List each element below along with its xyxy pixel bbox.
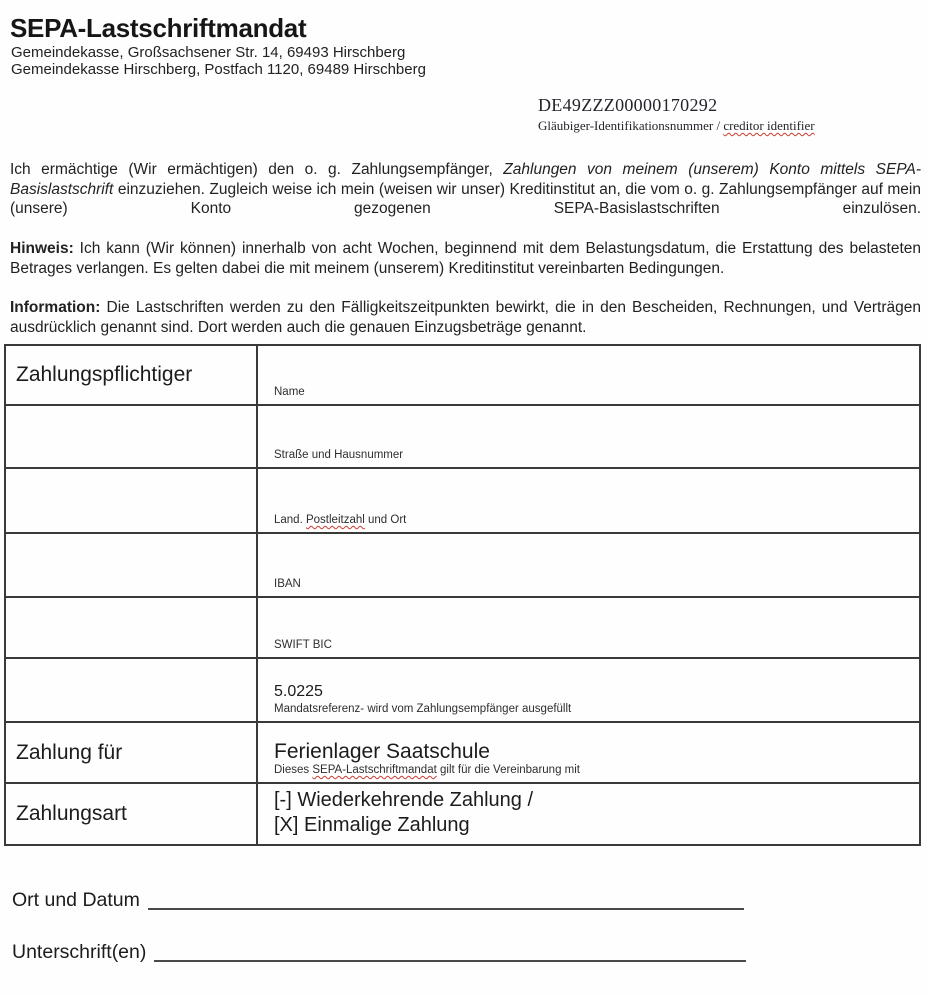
row-header-label: Zahlung für — [16, 740, 123, 764]
table-row-city — [6, 467, 919, 532]
row-header-label: Zahlungspflichtiger — [16, 363, 193, 386]
bic-input-cell[interactable] — [258, 598, 919, 657]
field-label-bic: SWIFT BIC — [274, 639, 332, 651]
authorization-text-start: Ich ermächtige (Wir ermächtigen) den o. g. Zahlungsempfänger, — [10, 161, 504, 178]
creditor-identifier-number: DE49ZZZ00000170292 — [538, 95, 718, 115]
creditor-identifier-label-de: Gläubiger-Identifikationsnummer / — [538, 118, 724, 133]
payment-type-option-onetime: [X] Einmalige Zahlung — [274, 814, 470, 836]
row-header-empty — [6, 534, 258, 596]
information-label: Information: — [10, 299, 101, 316]
document-title: SEPA-Lastschriftmandat — [10, 13, 307, 43]
mandate-reference-value: 5.0225 — [274, 683, 323, 700]
signature-line[interactable] — [154, 954, 746, 962]
field-label-city-part1: Land. — [274, 514, 306, 526]
row-header-zahlungsart — [6, 784, 258, 844]
authorization-paragraph — [10, 160, 921, 219]
payment-purpose-value: Ferienlager Saatschule — [274, 740, 490, 763]
hinweis-text: Ich kann (Wir können) innerhalb von acht Wochen, beginnend mit dem Belastungsdatum, die Erstattung des belasteten Betrages verlangen. Es gelten dabei die mit meinem (unserem) Kreditinstitut vereinbarten Bedingungen. — [10, 240, 921, 277]
city-input-cell[interactable] — [258, 469, 919, 532]
field-label-payment-purpose — [274, 764, 909, 777]
payment-type-option-recurring: [-] Wiederkehrende Zahlung / — [274, 789, 534, 811]
field-label-mandate-reference: Mandatsreferenz- wird vom Zahlungsempfänger ausgefüllt — [274, 703, 572, 715]
payment-type-cell[interactable] — [258, 784, 919, 844]
street-input-cell[interactable] — [258, 406, 919, 467]
authorization-text-italic: Zahlungen von meinem (unserem) Konto mittels SEPA-Basislastschrift — [10, 161, 921, 198]
row-header-zahlungspflichtiger — [6, 346, 258, 404]
row-header-zahlung-fuer — [6, 723, 258, 782]
field-label-street: Straße und Hausnummer — [274, 449, 404, 461]
table-row-bic — [6, 596, 919, 657]
creditor-identifier-block — [538, 95, 815, 134]
mandate-reference-cell[interactable] — [258, 659, 919, 721]
place-date-signature-line[interactable] — [148, 902, 744, 910]
table-row-payment-purpose — [6, 721, 919, 782]
field-label-city-part2: Postleitzahl — [305, 514, 365, 526]
field-label-purpose-part2: SEPA-Lastschriftmandat — [312, 764, 437, 776]
row-header-empty — [6, 598, 258, 657]
field-label-city-part3: und Ort — [364, 514, 407, 526]
authorization-text-end: einzuziehen. Zugleich weise ich mein (weisen wir unser) Kreditinstitut an, die vom o. g. Zahlungsempfänger auf mein (unsere) Konto gezogenen SEPA-Basislastschriften einzulösen. — [10, 180, 921, 217]
field-label-purpose-part1: Dieses — [274, 764, 313, 776]
field-label-city — [274, 514, 909, 527]
information-text: Die Lastschriften werden zu den Fälligkeitszeitpunkten bewirkt, die in den Bescheiden, Rechnungen, und Verträgen ausdrücklich genannt sind. Dort werden auch die genauen Einzugsbeträge genannt. — [10, 299, 921, 336]
table-row-street — [6, 404, 919, 467]
signature-row — [12, 941, 746, 964]
creditor-identifier-label-en: creditor identifier — [723, 118, 815, 133]
table-row-payment-type — [6, 782, 919, 844]
hinweis-label: Hinweis: — [10, 240, 74, 257]
place-date-label: Ort und Datum — [12, 889, 140, 911]
mandate-table — [4, 344, 921, 846]
row-header-empty — [6, 469, 258, 532]
payment-purpose-cell[interactable] — [258, 723, 919, 782]
hinweis-paragraph — [10, 239, 921, 278]
signature-label: Unterschrift(en) — [12, 941, 147, 963]
field-label-name: Name — [274, 386, 305, 398]
iban-input-cell[interactable] — [258, 534, 919, 596]
creditor-identifier-label — [538, 118, 815, 134]
table-row-mandate-reference — [6, 657, 919, 721]
table-row-name — [6, 346, 919, 404]
row-header-empty — [6, 659, 258, 721]
place-date-row — [12, 889, 744, 912]
field-label-purpose-part3: gilt für die Vereinbarung mit — [436, 764, 580, 776]
creditor-address-line-2: Gemeindekasse Hirschberg, Postfach 1120, 69489 Hirschberg — [11, 61, 426, 78]
row-header-empty — [6, 406, 258, 467]
information-paragraph — [10, 298, 921, 337]
table-row-iban — [6, 532, 919, 596]
field-label-iban: IBAN — [274, 578, 301, 590]
creditor-address-line-1: Gemeindekasse, Großsachsener Str. 14, 69493 Hirschberg — [11, 44, 406, 61]
name-input-cell[interactable] — [258, 346, 919, 404]
row-header-label: Zahlungsart — [16, 802, 127, 825]
